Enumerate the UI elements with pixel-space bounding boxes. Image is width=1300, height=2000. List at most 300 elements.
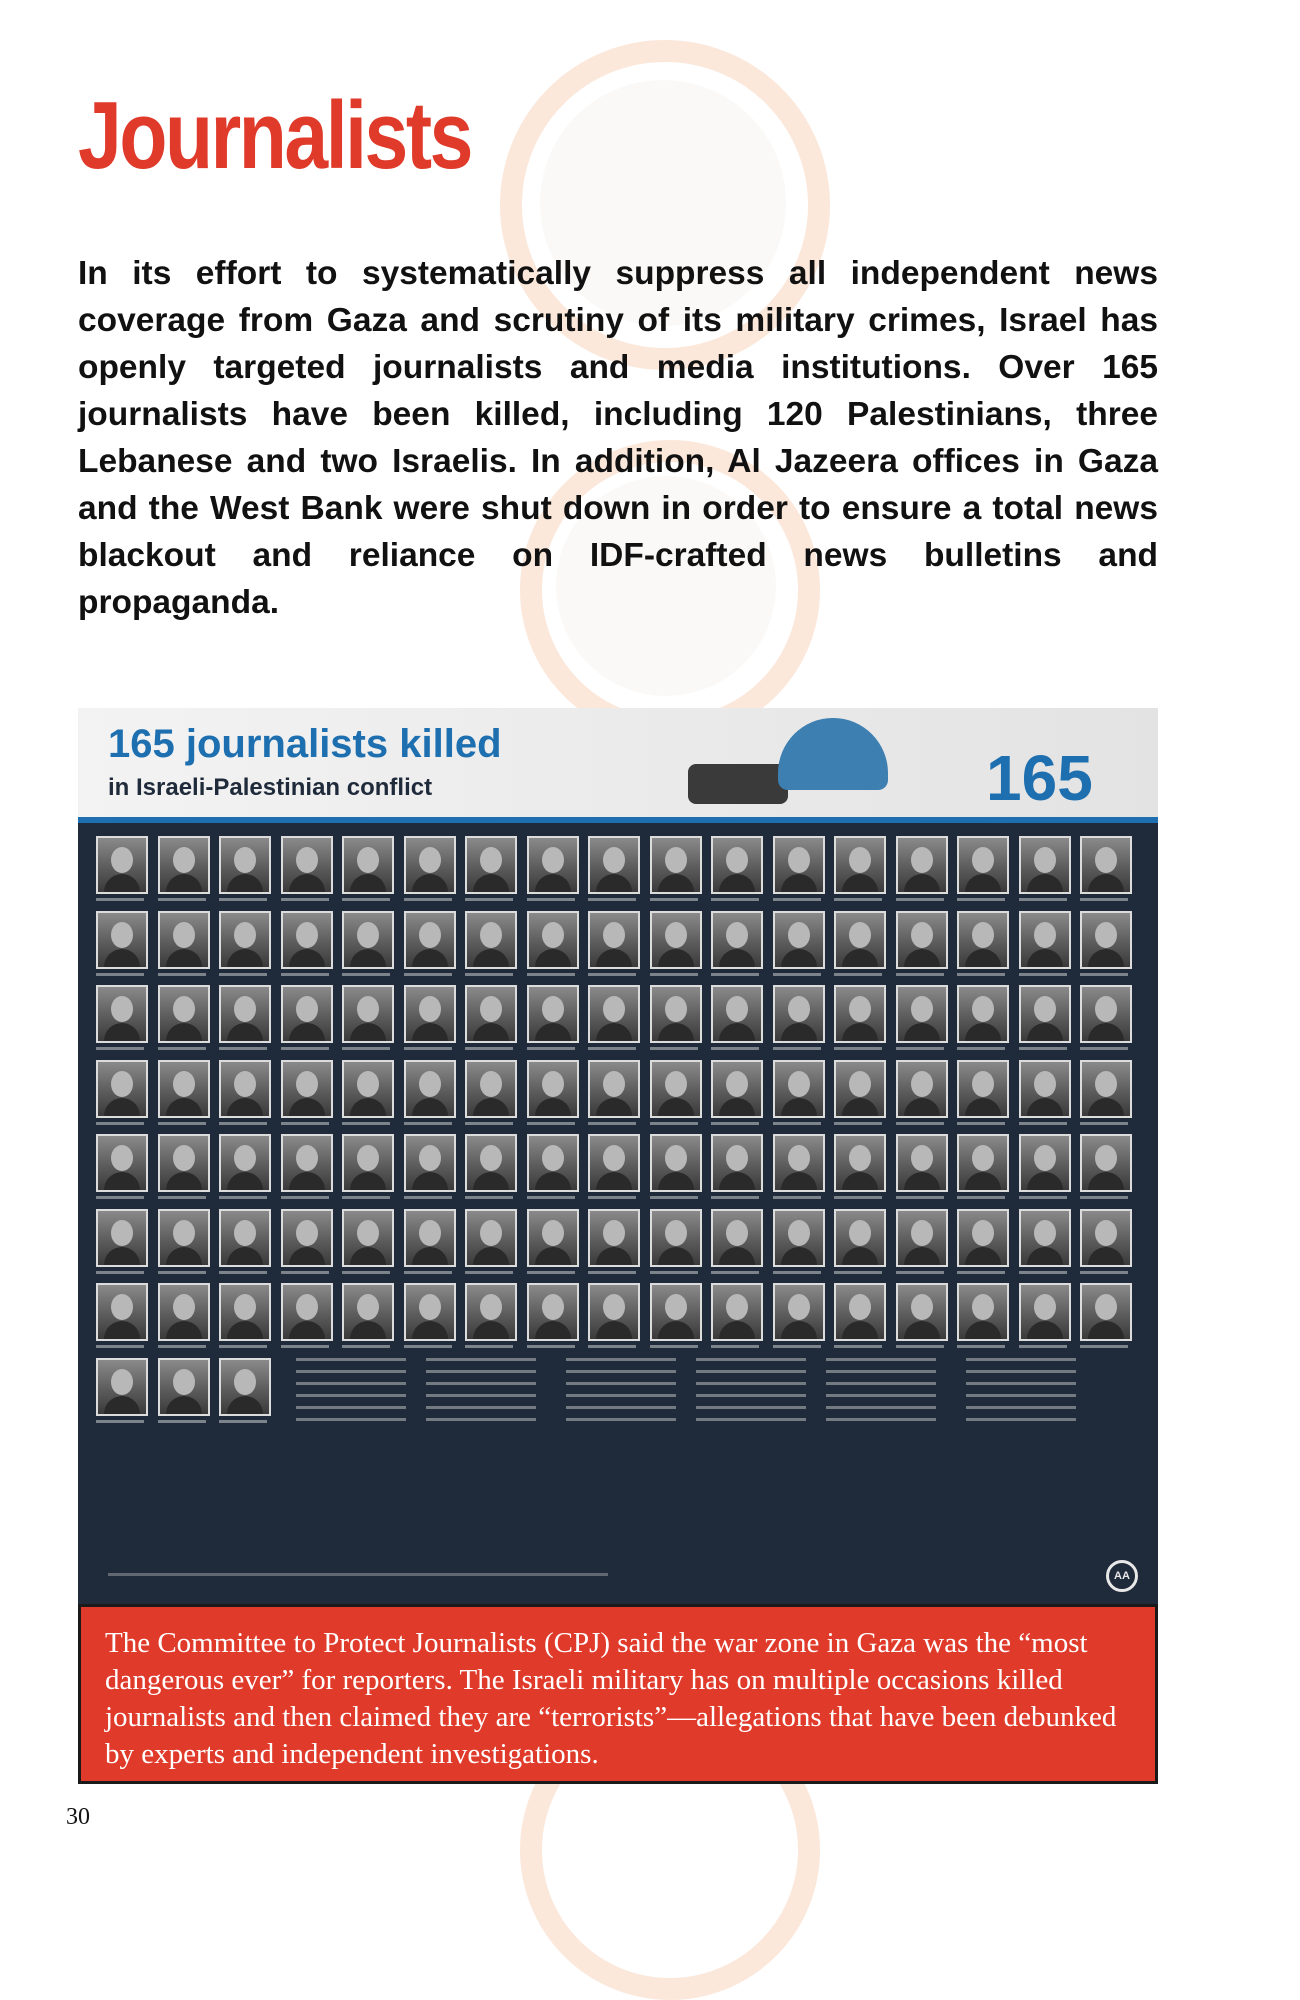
journalist-photo	[1019, 1283, 1071, 1341]
journalists-infographic	[78, 708, 1158, 1606]
journalist-name-line	[773, 1047, 821, 1050]
journalist-name-entry	[566, 1406, 676, 1409]
infographic-header	[78, 708, 1158, 823]
journalist-photo	[957, 1209, 1009, 1267]
journalist-name-entry	[826, 1358, 936, 1361]
journalist-photo	[96, 911, 148, 969]
journalist-photo	[896, 911, 948, 969]
journalist-photo	[773, 1134, 825, 1192]
journalist-name-line	[1080, 973, 1128, 976]
journalist-name-line	[896, 1047, 944, 1050]
journalist-photo	[711, 911, 763, 969]
journalist-name-line	[281, 1345, 329, 1348]
journalist-photo	[896, 1134, 948, 1192]
journalist-photo	[342, 836, 394, 894]
journalist-photo	[1080, 836, 1132, 894]
journalist-photo	[158, 1134, 210, 1192]
journalist-name-line	[342, 1345, 390, 1348]
journalist-photo	[527, 836, 579, 894]
journalist-photo	[281, 1060, 333, 1118]
journalist-photo	[1080, 1060, 1132, 1118]
journalist-name-line	[1080, 898, 1128, 901]
journalist-photo	[834, 1209, 886, 1267]
journalist-photo	[219, 911, 271, 969]
journalist-name-entry	[966, 1406, 1076, 1409]
journalist-name-entry	[296, 1382, 406, 1385]
journalist-name-entry	[426, 1370, 536, 1373]
journalist-name-line	[219, 1047, 267, 1050]
journalist-name-line	[773, 973, 821, 976]
journalist-name-line	[957, 1345, 1005, 1348]
journalist-photo	[342, 1060, 394, 1118]
journalist-name-list	[966, 1358, 1076, 1430]
journalist-name-line	[711, 898, 759, 901]
journalist-photo	[281, 911, 333, 969]
journalist-photo	[527, 911, 579, 969]
journalist-photo	[957, 1060, 1009, 1118]
journalist-name-line	[465, 898, 513, 901]
journalist-name-entry	[296, 1418, 406, 1421]
journalist-name-line	[96, 1420, 144, 1423]
journalist-photo	[588, 1209, 640, 1267]
journalist-name-line	[342, 973, 390, 976]
journalist-name-line	[1019, 1047, 1067, 1050]
journalist-name-entry	[566, 1394, 676, 1397]
journalist-photo	[711, 985, 763, 1043]
journalist-photo	[1019, 985, 1071, 1043]
journalist-name-entry	[296, 1406, 406, 1409]
journalist-name-line	[773, 1196, 821, 1199]
journalist-name-line	[834, 1122, 882, 1125]
journalist-name-line	[158, 1345, 206, 1348]
journalist-photo	[1019, 836, 1071, 894]
infographic-source-line	[108, 1573, 608, 1576]
journalist-photo	[158, 1060, 210, 1118]
journalist-name-line	[342, 898, 390, 901]
camera-icon	[688, 764, 788, 804]
journalist-photo	[650, 836, 702, 894]
journalist-name-line	[650, 973, 698, 976]
journalist-name-list	[566, 1358, 676, 1430]
journalist-name-line	[158, 898, 206, 901]
journalist-name-line	[96, 1345, 144, 1348]
journalist-name-entry	[696, 1406, 806, 1409]
journalist-name-line	[158, 1196, 206, 1199]
journalist-name-line	[158, 1047, 206, 1050]
journalist-name-line	[96, 1047, 144, 1050]
journalist-photo	[1019, 911, 1071, 969]
journalist-photo	[342, 1134, 394, 1192]
journalist-photo	[158, 985, 210, 1043]
journalist-photo	[834, 1134, 886, 1192]
journalist-photo	[465, 911, 517, 969]
journalist-name-line	[404, 1345, 452, 1348]
journalist-photo	[1019, 1209, 1071, 1267]
journalist-name-line	[711, 1271, 759, 1274]
journalist-name-line	[527, 1345, 575, 1348]
journalist-photo	[465, 1283, 517, 1341]
journalist-photo	[896, 1060, 948, 1118]
journalist-name-entry	[826, 1370, 936, 1373]
journalist-photo	[650, 1209, 702, 1267]
journalist-name-line	[465, 1047, 513, 1050]
journalist-photo	[158, 1358, 210, 1416]
journalist-name-entry	[566, 1358, 676, 1361]
journalist-photo	[1080, 985, 1132, 1043]
journalist-name-line	[711, 1196, 759, 1199]
journalist-photo	[96, 1283, 148, 1341]
journalist-photo	[96, 1209, 148, 1267]
journalist-photo	[588, 1134, 640, 1192]
journalist-photo	[588, 911, 640, 969]
journalist-photo	[957, 1283, 1009, 1341]
journalist-name-line	[342, 1047, 390, 1050]
journalist-name-line	[219, 1345, 267, 1348]
journalist-photo	[588, 1060, 640, 1118]
journalist-name-line	[219, 898, 267, 901]
journalist-photo	[158, 1209, 210, 1267]
journalist-photo	[711, 1209, 763, 1267]
journalist-name-entry	[966, 1418, 1076, 1421]
journalist-photo	[1080, 1134, 1132, 1192]
journalist-name-line	[527, 1271, 575, 1274]
journalist-name-line	[834, 1345, 882, 1348]
journalist-name-entry	[696, 1382, 806, 1385]
journalist-photo	[1080, 911, 1132, 969]
infographic-title: 165 journalists killed	[108, 722, 502, 766]
journalist-photo	[773, 1060, 825, 1118]
journalist-name-line	[281, 1047, 329, 1050]
journalist-name-entry	[826, 1382, 936, 1385]
journalist-photo	[342, 985, 394, 1043]
journalist-photo	[219, 1209, 271, 1267]
journalist-photo	[711, 1060, 763, 1118]
journalist-photo	[773, 836, 825, 894]
journalist-photo	[711, 1134, 763, 1192]
journalist-photo	[1080, 1283, 1132, 1341]
journalist-photo	[465, 1134, 517, 1192]
journalist-name-line	[219, 1122, 267, 1125]
journalist-name-line	[896, 1122, 944, 1125]
journalist-name-line	[711, 1122, 759, 1125]
journalist-photo	[527, 985, 579, 1043]
journalist-photo	[588, 1283, 640, 1341]
journalist-photo	[219, 836, 271, 894]
journalist-photo	[957, 911, 1009, 969]
journalist-photo	[773, 1209, 825, 1267]
journalist-photo	[281, 1209, 333, 1267]
journalist-name-line	[957, 898, 1005, 901]
journalist-name-line	[957, 1271, 1005, 1274]
journalist-name-line	[465, 1122, 513, 1125]
caption-box	[78, 1604, 1158, 1784]
journalist-photo	[957, 985, 1009, 1043]
journalist-name-line	[834, 1271, 882, 1274]
journalist-name-line	[158, 1271, 206, 1274]
journalist-name-line	[404, 1196, 452, 1199]
journalist-name-line	[834, 1196, 882, 1199]
press-helmet-icon	[778, 718, 888, 790]
journalist-photo	[96, 985, 148, 1043]
journalist-name-line	[834, 1047, 882, 1050]
journalist-photo	[650, 1283, 702, 1341]
journalist-name-line	[527, 898, 575, 901]
journalist-photo	[219, 1283, 271, 1341]
journalist-photo	[527, 1209, 579, 1267]
journalist-name-line	[404, 898, 452, 901]
journalist-name-line	[957, 1196, 1005, 1199]
journalist-photo	[957, 836, 1009, 894]
journalist-name-line	[404, 1271, 452, 1274]
journalist-name-line	[896, 1345, 944, 1348]
journalist-name-line	[650, 1047, 698, 1050]
journalist-name-line	[404, 1122, 452, 1125]
journalist-name-line	[404, 1047, 452, 1050]
journalist-photo	[465, 836, 517, 894]
journalist-name-line	[465, 1196, 513, 1199]
caption-text: The Committee to Protect Journalists (CPJ) said the war zone in Gaza was the “most dangerous ever” for reporters. The Israeli military has on multiple occasions killed journalists and then claimed they are “terrorists”—allegations that have been debunked by experts and independent investigations.	[105, 1627, 1117, 1770]
journalist-photo	[773, 985, 825, 1043]
journalist-photo	[1019, 1134, 1071, 1192]
journalist-photo	[834, 1060, 886, 1118]
journalist-name-line	[96, 973, 144, 976]
journalist-photo	[342, 1283, 394, 1341]
journalist-photo	[342, 911, 394, 969]
journalist-name-line	[1019, 1122, 1067, 1125]
journalist-photo	[342, 1209, 394, 1267]
journalist-name-line	[773, 1122, 821, 1125]
journalist-photo	[404, 911, 456, 969]
journalist-name-line	[281, 1196, 329, 1199]
journalist-photo	[896, 1209, 948, 1267]
journalist-photo	[96, 836, 148, 894]
journalist-name-line	[281, 1122, 329, 1125]
journalist-name-line	[96, 1271, 144, 1274]
journalist-name-line	[650, 1196, 698, 1199]
journalist-photo	[96, 1358, 148, 1416]
journalist-photo	[219, 1358, 271, 1416]
journalist-name-line	[219, 1196, 267, 1199]
journalist-name-line	[834, 973, 882, 976]
journalist-name-line	[896, 898, 944, 901]
journalist-name-line	[588, 1122, 636, 1125]
journalist-name-entry	[696, 1358, 806, 1361]
journalist-name-line	[281, 898, 329, 901]
journalist-name-entry	[966, 1394, 1076, 1397]
journalist-name-line	[773, 1271, 821, 1274]
journalist-photo	[404, 1283, 456, 1341]
journalist-name-entry	[966, 1382, 1076, 1385]
infographic-count: 165	[986, 742, 1093, 814]
journalist-name-line	[773, 1345, 821, 1348]
journalist-photo	[281, 836, 333, 894]
journalist-name-line	[1019, 1345, 1067, 1348]
journalist-photo	[281, 1283, 333, 1341]
journalist-name-entry	[826, 1394, 936, 1397]
journalist-name-line	[1019, 1271, 1067, 1274]
journalist-name-line	[342, 1271, 390, 1274]
journalist-name-line	[650, 1271, 698, 1274]
journalist-photo	[896, 1283, 948, 1341]
journalist-name-line	[588, 973, 636, 976]
journalist-name-line	[957, 1122, 1005, 1125]
journalist-name-line	[219, 1271, 267, 1274]
journalist-name-line	[1019, 898, 1067, 901]
journalist-photo	[404, 1060, 456, 1118]
journalist-name-line	[527, 1196, 575, 1199]
journalist-name-line	[650, 898, 698, 901]
journalist-photo	[773, 911, 825, 969]
journalist-name-entry	[966, 1370, 1076, 1373]
journalist-photo	[404, 836, 456, 894]
journalist-name-entry	[566, 1382, 676, 1385]
journalist-photo	[834, 911, 886, 969]
journalist-photo	[773, 1283, 825, 1341]
journalist-name-entry	[566, 1370, 676, 1373]
journalist-photo	[158, 911, 210, 969]
journalist-name-line	[219, 1420, 267, 1423]
journalist-name-line	[1019, 1196, 1067, 1199]
journalist-name-entry	[696, 1394, 806, 1397]
journalist-name-line	[527, 1047, 575, 1050]
infographic-subtitle: in Israeli-Palestinian conflict	[108, 774, 433, 801]
journalist-name-list	[696, 1358, 806, 1430]
journalist-photo	[1019, 1060, 1071, 1118]
journalist-name-line	[588, 898, 636, 901]
journalist-photo	[834, 985, 886, 1043]
journalist-name-line	[465, 973, 513, 976]
journalist-photo	[650, 911, 702, 969]
journalist-name-entry	[426, 1382, 536, 1385]
journalist-name-line	[342, 1196, 390, 1199]
journalist-name-line	[342, 1122, 390, 1125]
journalist-name-entry	[426, 1418, 536, 1421]
journalist-name-line	[834, 898, 882, 901]
journalist-photo	[219, 985, 271, 1043]
journalist-name-list	[826, 1358, 936, 1430]
journalist-photo	[588, 985, 640, 1043]
journalist-name-line	[711, 1345, 759, 1348]
journalist-name-list	[296, 1358, 406, 1430]
journalist-name-line	[588, 1345, 636, 1348]
journalist-name-line	[957, 1047, 1005, 1050]
journalist-name-line	[96, 1196, 144, 1199]
journalist-name-entry	[296, 1358, 406, 1361]
journalist-name-line	[404, 973, 452, 976]
journalist-name-line	[588, 1047, 636, 1050]
journalist-name-line	[158, 973, 206, 976]
journalist-photo	[404, 1134, 456, 1192]
journalist-name-line	[588, 1196, 636, 1199]
journalist-photo	[650, 985, 702, 1043]
journalist-name-line	[1080, 1047, 1128, 1050]
journalist-name-list	[426, 1358, 536, 1430]
journalist-name-line	[896, 1196, 944, 1199]
journalist-name-entry	[296, 1370, 406, 1373]
journalist-photo	[896, 985, 948, 1043]
journalist-photo	[404, 985, 456, 1043]
journalist-name-entry	[696, 1418, 806, 1421]
journalist-photo	[650, 1060, 702, 1118]
journalist-name-entry	[826, 1406, 936, 1409]
journalist-name-line	[281, 1271, 329, 1274]
journalist-name-line	[96, 1122, 144, 1125]
journalist-photo	[158, 1283, 210, 1341]
journalist-photo	[465, 1209, 517, 1267]
journalist-photo	[465, 985, 517, 1043]
journalist-photo	[588, 836, 640, 894]
journalist-name-line	[957, 973, 1005, 976]
journalist-name-line	[650, 1122, 698, 1125]
journalist-name-line	[650, 1345, 698, 1348]
page-title: Journalists	[78, 82, 471, 189]
journalist-photo	[896, 836, 948, 894]
journalist-name-line	[1080, 1271, 1128, 1274]
journalist-name-line	[1080, 1196, 1128, 1199]
journalist-photo	[527, 1134, 579, 1192]
journalist-name-line	[281, 973, 329, 976]
journalist-photo	[465, 1060, 517, 1118]
journalist-photo	[711, 1283, 763, 1341]
journalist-name-entry	[426, 1406, 536, 1409]
journalist-name-line	[527, 973, 575, 976]
journalist-photo	[834, 1283, 886, 1341]
journalist-photo	[527, 1060, 579, 1118]
journalist-name-line	[896, 973, 944, 976]
journalist-name-line	[96, 898, 144, 901]
journalist-name-line	[465, 1345, 513, 1348]
journalist-photo	[96, 1134, 148, 1192]
journalist-photo	[711, 836, 763, 894]
journalist-photo	[404, 1209, 456, 1267]
journalist-photo	[219, 1060, 271, 1118]
journalist-photo	[834, 836, 886, 894]
journalist-name-line	[773, 898, 821, 901]
journalist-name-line	[588, 1271, 636, 1274]
agency-logo: AA	[1106, 1560, 1138, 1592]
journalist-photo	[281, 1134, 333, 1192]
page-number: 30	[66, 1804, 90, 1830]
journalist-name-line	[158, 1122, 206, 1125]
journalist-name-entry	[966, 1358, 1076, 1361]
journalist-name-line	[1080, 1122, 1128, 1125]
journalist-name-entry	[826, 1418, 936, 1421]
journalist-name-line	[896, 1271, 944, 1274]
journalist-name-line	[465, 1271, 513, 1274]
journalist-name-line	[527, 1122, 575, 1125]
journalist-photo	[1080, 1209, 1132, 1267]
intro-paragraph: In its effort to systematically suppress all independent news coverage from Gaza and scrutiny of its military crimes, Israel has openly targeted journalists and media institutions. Over 165 journalists have been killed, including 120 Palestinians, three Lebanese and two Israelis. In addition, Al Jazeera offices in Gaza and the West Bank were shut down in order to ensure a total news blackout and reliance on IDF-crafted news bulletins and propaganda.	[78, 255, 1158, 621]
journalist-photo	[158, 836, 210, 894]
journalist-name-line	[1019, 973, 1067, 976]
journalist-name-entry	[566, 1418, 676, 1421]
journalist-photo	[281, 985, 333, 1043]
journalist-name-entry	[426, 1394, 536, 1397]
journalist-name-line	[711, 1047, 759, 1050]
journalist-name-line	[158, 1420, 206, 1423]
journalist-photo	[527, 1283, 579, 1341]
journalist-photo	[219, 1134, 271, 1192]
journalist-name-entry	[696, 1370, 806, 1373]
journalist-name-entry	[296, 1394, 406, 1397]
journalist-photo	[957, 1134, 1009, 1192]
journalist-name-line	[219, 973, 267, 976]
journalist-name-line	[711, 973, 759, 976]
journalist-name-entry	[426, 1358, 536, 1361]
journalist-photo	[96, 1060, 148, 1118]
journalist-name-line	[1080, 1345, 1128, 1348]
journalist-photo	[650, 1134, 702, 1192]
